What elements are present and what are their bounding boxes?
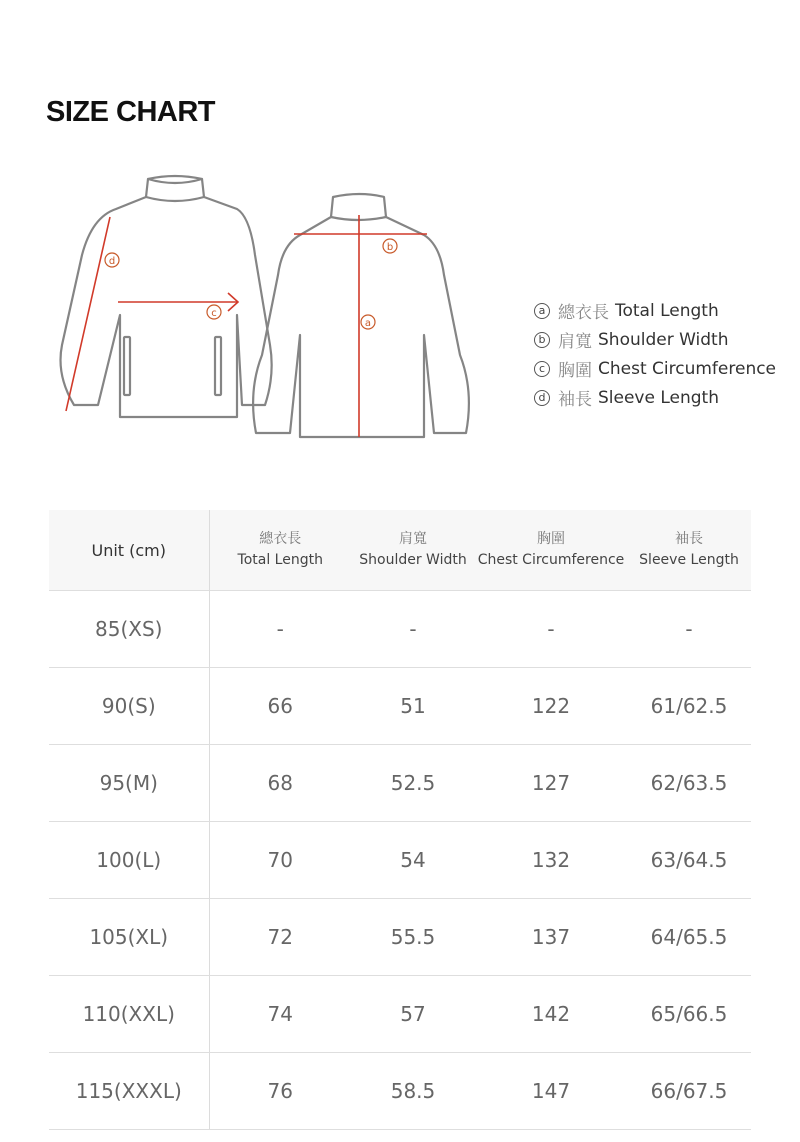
value-cell: 147 <box>475 1053 627 1130</box>
value-cell: 76 <box>209 1053 351 1130</box>
legend-badge: c <box>534 361 550 377</box>
value-cell: 66 <box>209 668 351 745</box>
column-header-en: Chest Circumference <box>477 552 625 568</box>
column-header-en: Sleeve Length <box>639 552 739 568</box>
back-jacket-illustration <box>253 194 469 437</box>
value-cell: 66/67.5 <box>627 1053 751 1130</box>
value-cell: 132 <box>475 822 627 899</box>
size-table <box>49 510 751 1130</box>
table-row <box>49 976 751 1053</box>
legend-label-cjk: 胸圍 <box>558 361 592 381</box>
marker-c <box>207 305 221 319</box>
value-cell: 52.5 <box>351 745 475 822</box>
column-header <box>351 510 475 591</box>
value-cell: 63/64.5 <box>627 822 751 899</box>
legend-label-cjk: 袖長 <box>558 390 592 410</box>
table-row <box>49 899 751 976</box>
legend-label-cjk: 總衣長 <box>558 303 609 323</box>
value-cell: 142 <box>475 976 627 1053</box>
svg-text:a: a <box>364 318 372 329</box>
legend-badge: b <box>534 332 550 348</box>
value-cell: 61/62.5 <box>627 668 751 745</box>
value-cell: 122 <box>475 668 627 745</box>
value-cell: 65/66.5 <box>627 976 751 1053</box>
value-cell: 70 <box>209 822 351 899</box>
legend-item-chest-circumference <box>534 354 776 383</box>
svg-text:d: d <box>108 256 116 267</box>
legend-label-en: Chest Circumference <box>598 358 777 379</box>
page-title: SIZE CHART <box>46 96 215 128</box>
column-header <box>475 510 627 591</box>
svg-text:b: b <box>386 242 394 253</box>
column-header-cjk: 袖長 <box>675 531 703 547</box>
value-cell: - <box>209 591 351 668</box>
value-cell: - <box>627 591 751 668</box>
legend-label-en: Total Length <box>615 300 719 321</box>
value-cell: 55.5 <box>351 899 475 976</box>
column-header-cjk: 總衣長 <box>259 531 302 547</box>
value-cell: 51 <box>351 668 475 745</box>
value-cell: 68 <box>209 745 351 822</box>
legend-item-shoulder-width <box>534 325 776 354</box>
legend-label-en: Shoulder Width <box>598 329 729 350</box>
jacket-diagram <box>50 165 490 450</box>
column-header <box>627 510 751 591</box>
marker-d <box>105 253 119 267</box>
value-cell: 54 <box>351 822 475 899</box>
value-cell: 72 <box>209 899 351 976</box>
size-cell: 110(XXL) <box>49 976 209 1053</box>
svg-text:c: c <box>211 308 217 319</box>
value-cell: - <box>351 591 475 668</box>
table-row <box>49 668 751 745</box>
size-cell: 115(XXXL) <box>49 1053 209 1130</box>
table-row <box>49 745 751 822</box>
value-cell: 137 <box>475 899 627 976</box>
size-cell: 95(M) <box>49 745 209 822</box>
value-cell: 64/65.5 <box>627 899 751 976</box>
value-cell: 57 <box>351 976 475 1053</box>
legend-badge: a <box>534 303 550 319</box>
legend-label-cjk: 肩寬 <box>558 332 592 352</box>
legend-item-sleeve-length <box>534 383 776 412</box>
value-cell: 127 <box>475 745 627 822</box>
legend-item-total-length <box>534 296 776 325</box>
value-cell: 58.5 <box>351 1053 475 1130</box>
column-header-cjk: 肩寬 <box>399 531 427 547</box>
marker-a <box>361 315 375 329</box>
legend-label-en: Sleeve Length <box>598 387 719 408</box>
table-row <box>49 591 751 668</box>
marker-b <box>383 239 397 253</box>
size-cell: 105(XL) <box>49 899 209 976</box>
size-cell: 90(S) <box>49 668 209 745</box>
size-cell: 85(XS) <box>49 591 209 668</box>
column-header <box>209 510 351 591</box>
table-row <box>49 822 751 899</box>
column-header-en: Shoulder Width <box>359 552 467 568</box>
value-cell: 62/63.5 <box>627 745 751 822</box>
column-header-en: Total Length <box>237 552 323 568</box>
column-header-cjk: 胸圍 <box>537 531 565 547</box>
legend-badge: d <box>534 390 550 406</box>
value-cell: 74 <box>209 976 351 1053</box>
size-cell: 100(L) <box>49 822 209 899</box>
table-header-row <box>49 510 751 591</box>
value-cell: - <box>475 591 627 668</box>
table-row <box>49 1053 751 1130</box>
unit-header: Unit (cm) <box>49 510 209 591</box>
measurement-legend <box>534 296 776 412</box>
